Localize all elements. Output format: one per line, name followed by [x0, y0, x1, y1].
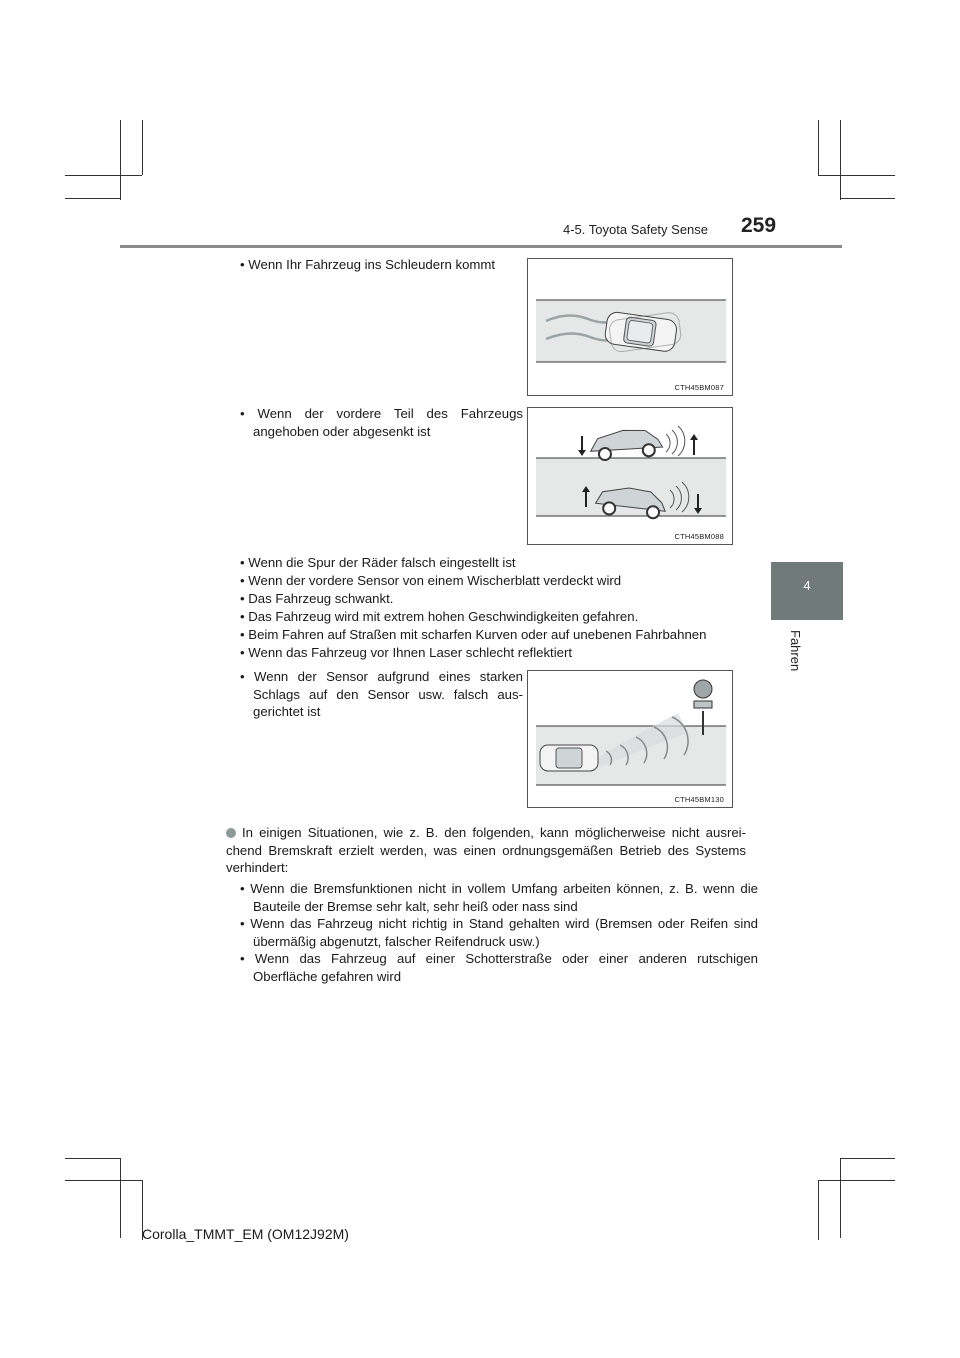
bullet-sensor: • Wenn der Sensor aufgrund eines starken Schlags auf den Sensor usw. falsch aus-gerichtet ist: [240, 669, 523, 720]
bullet-dot-icon: [226, 828, 236, 838]
list-item: • Wenn die Bremsfunktionen nicht in vollem Umfang arbeiten können, z. B. wenn die Bauteile der Bremse sehr kalt, sehr heiß oder nass sind: [240, 881, 758, 914]
figure-skid: [527, 258, 733, 396]
figure-code: CTH45BM130: [674, 795, 724, 804]
header-rule: [120, 245, 842, 248]
pitch-illustration: [528, 408, 734, 546]
chapter-label: Fahren: [788, 630, 803, 672]
list-item: • Wenn die Spur der Räder falsch eingestellt ist: [240, 555, 516, 570]
page-number: 259: [741, 214, 777, 237]
chapter-tab[interactable]: [771, 562, 843, 620]
chapter-number: 4: [803, 578, 811, 593]
list-item: • Das Fahrzeug wird mit extrem hohen Geschwindigkeiten gefahren.: [240, 609, 639, 624]
list-item: • Wenn das Fahrzeug vor Ihnen Laser schlecht reflektiert: [240, 645, 573, 660]
list-item: • Wenn das Fahrzeug nicht richtig in Stand gehalten wird (Bremsen oder Reifen sind übermäßig abgenutzt, falscher Reifendruck usw.): [240, 916, 758, 949]
section-title: 4-5. Toyota Safety Sense: [563, 222, 709, 237]
list-item: • Das Fahrzeug schwankt.: [240, 591, 394, 606]
figure-code: CTH45BM087: [674, 383, 724, 392]
list-item: • Wenn der vordere Sensor von einem Wischerblatt verdeckt wird: [240, 573, 622, 588]
main-point: [226, 824, 746, 877]
figure-misaligned: [527, 670, 733, 808]
document-code: Corolla_TMMT_EM (OM12J92M): [142, 1226, 349, 1242]
list-item: • Wenn das Fahrzeug auf einer Schotterstraße oder einer anderen rutschigen Oberfläche gefahren wird: [240, 951, 758, 984]
skid-illustration: [528, 259, 734, 397]
bullet-pitch: • Wenn der vordere Teil des Fahrzeugs angehoben oder abgesenkt ist: [240, 406, 523, 439]
misaligned-illustration: [528, 671, 734, 809]
figure-code: CTH45BM088: [674, 532, 724, 541]
main-point-text: In einigen Situationen, wie z. B. den folgenden, kann möglicherweise nicht ausrei-chend Bremskraft erzielt werden, was einen ordnungsgemäßen Betrieb des Systems verhindert:: [226, 825, 746, 876]
bullet-skid: • Wenn Ihr Fahrzeug ins Schleudern kommt: [240, 257, 496, 272]
figure-pitch: [527, 407, 733, 545]
list-item: • Beim Fahren auf Straßen mit scharfen Kurven oder auf unebenen Fahrbahnen: [240, 627, 707, 642]
